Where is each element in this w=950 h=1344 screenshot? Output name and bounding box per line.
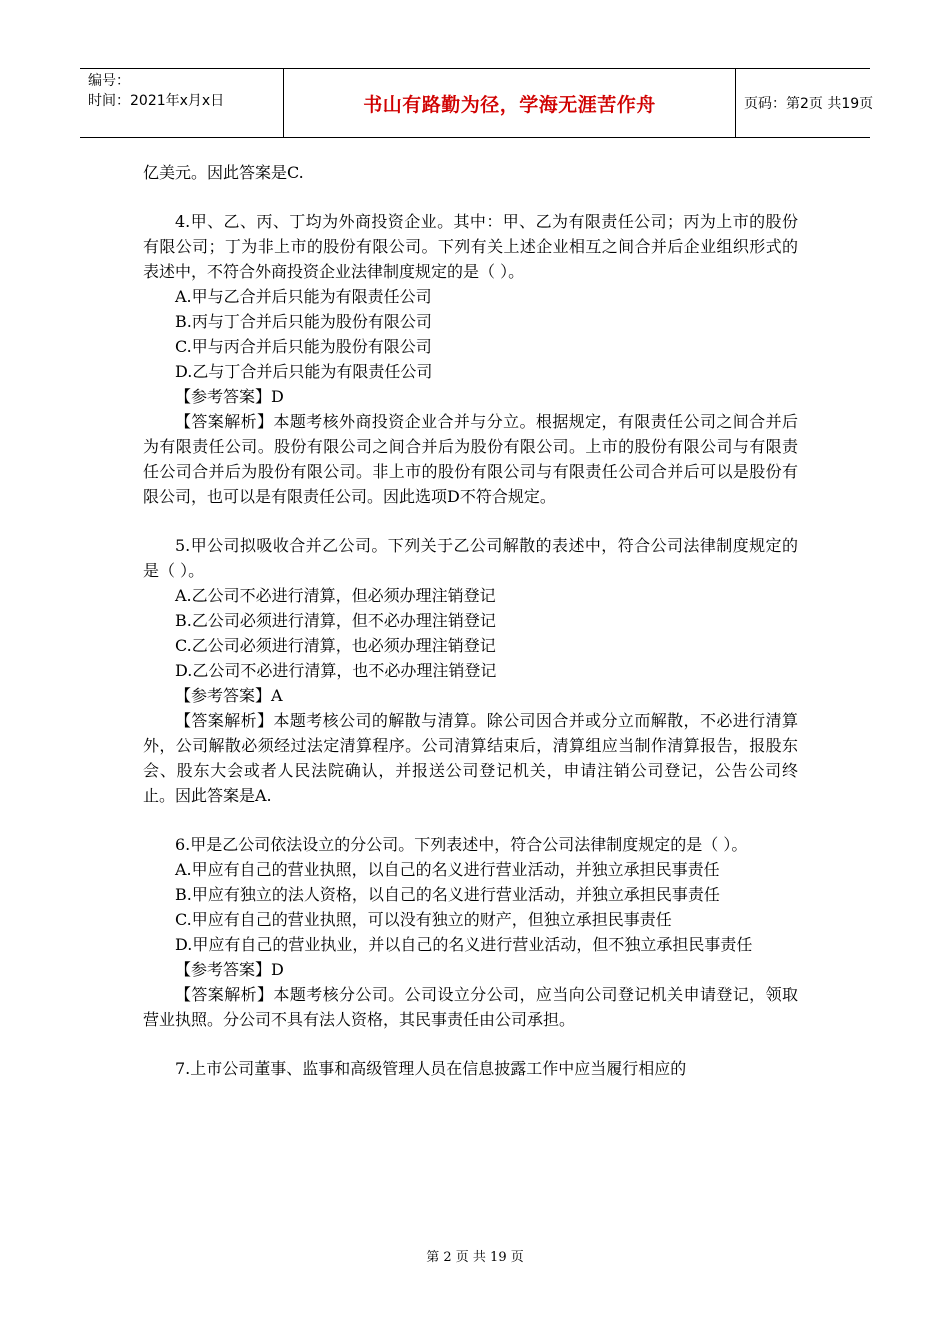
paragraph-continuation: 亿美元。因此答案是C. (143, 163, 304, 182)
question-5-analysis: 【答案解析】本题考核公司的解散与清算。除公司因合并或分立而解散，不必进行清算外，公司解散必须经过法定清算程序。公司清算结束后，清算组应当制作清算报告，报股东会、股东大会或者人民法院确认，并报送公司登记机关，申请注销公司登记，公告公司终止。因此答案是A. (143, 711, 798, 805)
question-5-option-d: D.乙公司不必进行清算，也不必办理注销登记 (175, 661, 497, 680)
question-6-option-d: D.甲应有自己的营业执业，并以自己的名义进行营业活动，但不独立承担民事责任 (175, 935, 753, 954)
header-motto: 书山有路勤为径，学海无涯苦作舟 (363, 93, 656, 116)
question-4-option-b: B.丙与丁合并后只能为股份有限公司 (175, 312, 432, 331)
question-5-option-a: A.乙公司不必进行清算，但必须办理注销登记 (175, 586, 496, 605)
question-5-option-b: B.乙公司必须进行清算，但不必办理注销登记 (175, 611, 496, 630)
header-page-info: 页码：第2页 共19页 (744, 96, 874, 112)
question-6-option-a: A.甲应有自己的营业执照，以自己的名义进行营业活动，并独立承担民事责任 (175, 860, 720, 879)
question-4-analysis: 【答案解析】本题考核外商投资企业合并与分立。根据规定，有限责任公司之间合并后为有限责任公司。股份有限公司之间合并后为股份有限公司。上市的股份有限公司与有限责任公司合并后为股份有限公司。非上市的股份有限公司与有限责任公司合并后可以是股份有限公司，也可以是有限责任公司。因此选项D不符合规定。 (143, 412, 798, 506)
question-5-answer: 【参考答案】A (175, 686, 283, 705)
question-4-option-a: A.甲与乙合并后只能为有限责任公司 (175, 287, 432, 306)
question-7-stem: 7.上市公司董事、监事和高级管理人员在信息披露工作中应当履行相应的 (175, 1059, 687, 1078)
question-6-analysis: 【答案解析】本题考核分公司。公司设立分公司，应当向公司登记机关申请登记，领取营业执照。分公司不具有法人资格，其民事责任由公司承担。 (143, 985, 798, 1029)
page-footer: 第 2 页 共 19 页 (426, 1250, 524, 1265)
header-motto-cell (284, 69, 736, 137)
question-6-option-b: B.甲应有独立的法人资格，以自己的名义进行营业活动，并独立承担民事责任 (175, 885, 720, 904)
question-4-option-c: C.甲与丙合并后只能为股份有限公司 (175, 337, 432, 356)
question-4-answer: 【参考答案】D (175, 387, 284, 406)
question-4-option-d: D.乙与丁合并后只能为有限责任公司 (175, 362, 433, 381)
document-header (80, 68, 874, 138)
doc-number-label: 编号： (88, 73, 130, 89)
question-4-stem: 4.甲、乙、丙、丁均为外商投资企业。其中：甲、乙为有限责任公司；丙为上市的股份有限公司；丁为非上市的股份有限公司。下列有关上述企业相互之间合并后企业组织形式的表述中，不符合外商投资企业法律制度规定的是（ ）。 (143, 212, 798, 281)
question-5-option-c: C.乙公司必须进行清算，也必须办理注销登记 (175, 636, 496, 655)
question-6-option-c: C.甲应有自己的营业执照，可以没有独立的财产，但独立承担民事责任 (175, 910, 672, 929)
doc-time-label: 时间：2021年x月x日 (88, 93, 225, 109)
question-6-stem: 6.甲是乙公司依法设立的分公司。下列表述中，符合公司法律制度规定的是（ ）。 (175, 835, 748, 854)
question-5-stem: 5.甲公司拟吸收合并乙公司。下列关于乙公司解散的表述中，符合公司法律制度规定的是（ ）。 (143, 536, 798, 580)
document-body (143, 160, 798, 1081)
question-6-answer: 【参考答案】D (175, 960, 284, 979)
header-meta-cell (80, 69, 284, 137)
